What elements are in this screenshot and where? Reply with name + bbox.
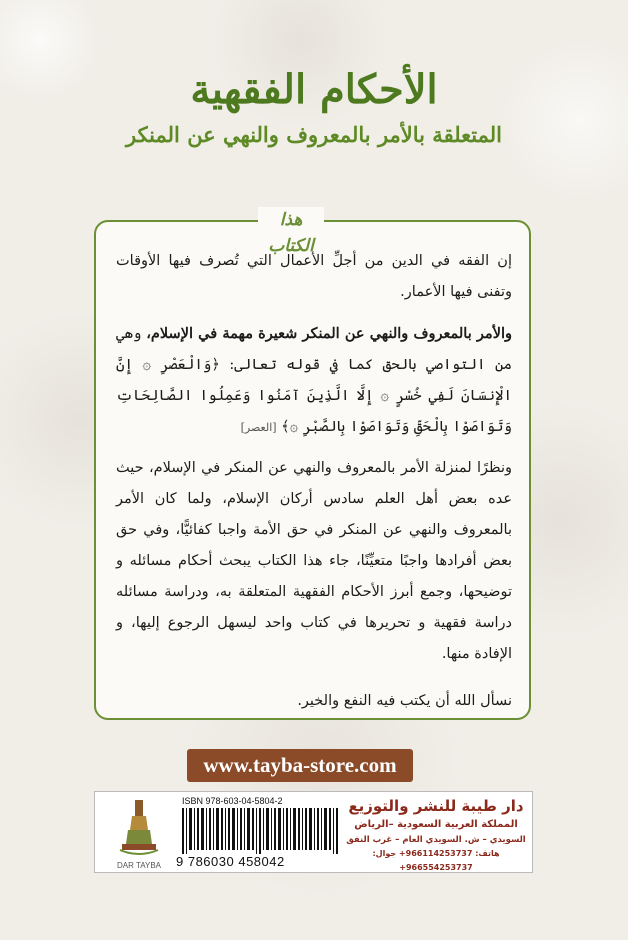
publisher-info: [346, 795, 526, 875]
paragraph-3: ونظرًا لمنزلة الأمر بالمعروف والنهي عن المنكر في الإسلام، حيث عده بعض أهل العلم سادس أركان الإسلام، ولما كان الأمر بالمعروف والنهي عن المنكر في حق الأمة واجبا كفائيًّا، وفي حق بعض أفرادها واجبًا متعيِّنًا، جاء هذا الكتاب يبحث أحكام مسائله و توضيحها، وجمع أبرز الأحكام الفقهية المتعلقة به، ودراسة مسائله دراسة فقهية و تحريرها في كتاب واحد ليسهل الرجوع إليها، و الإفادة منها.: [116, 460, 512, 662]
publisher-phones: هاتف: 966114253737+ جوال: 966554253737+: [372, 849, 500, 872]
panel-label: هذا الكتاب: [258, 207, 324, 233]
book-subtitle: المتعلقة بالأمر بالمعروف والنهي عن المنكر: [125, 122, 502, 147]
logo-brand: DAR TAYBA: [116, 861, 161, 870]
isbn-label: ISBN 978-603-04-5804-2: [182, 796, 283, 806]
verse-reference: [العصر]: [240, 421, 277, 434]
quran-verse: وهي من التواصي بالحق كما في قوله تعالى: ﴿وَالْعَصْرِ ۞ إِنَّ الْإِنسَانَ لَفِي خُسْرٍ ۞ إِلَّا الَّذِينَ آمَنُوا وَعَمِلُوا الصَّالِحَاتِ وَتَوَاصَوْا بِالْحَقِّ وَتَوَاصَوْا بِالصَّبْرِ ۞﴾: [116, 326, 512, 435]
paragraph-2-lead: والأمر بالمعروف والنهي عن المنكر شعيرة مهمة في الإسلام،: [146, 325, 512, 342]
publisher-address: السويدي – ش. السويدي العام – غرب النفق: [346, 835, 526, 845]
publisher-country: المملكة العربية السعودية –الرياض: [354, 819, 518, 830]
publisher-name: دار طيبة للنشر والتوزيع: [348, 797, 524, 815]
barcode-digits: 9 786030 458042: [176, 854, 285, 869]
paragraph-1: إن الفقه في الدين من أجلِّ الأعمال التي تُصرف فيها الأوقات وتفنى فيها الأعمار.: [116, 253, 512, 300]
description-text: [116, 246, 512, 727]
website-bar: www.tayba-store.com: [187, 749, 413, 782]
barcode-icon: [180, 808, 340, 854]
paragraph-2: [116, 318, 512, 443]
book-title: الأحكام الفقهية: [190, 66, 438, 113]
closing-line: نسأل الله أن يكتب فيه النفع والخير.: [297, 693, 512, 709]
dar-tayba-logo-icon: [110, 796, 168, 866]
